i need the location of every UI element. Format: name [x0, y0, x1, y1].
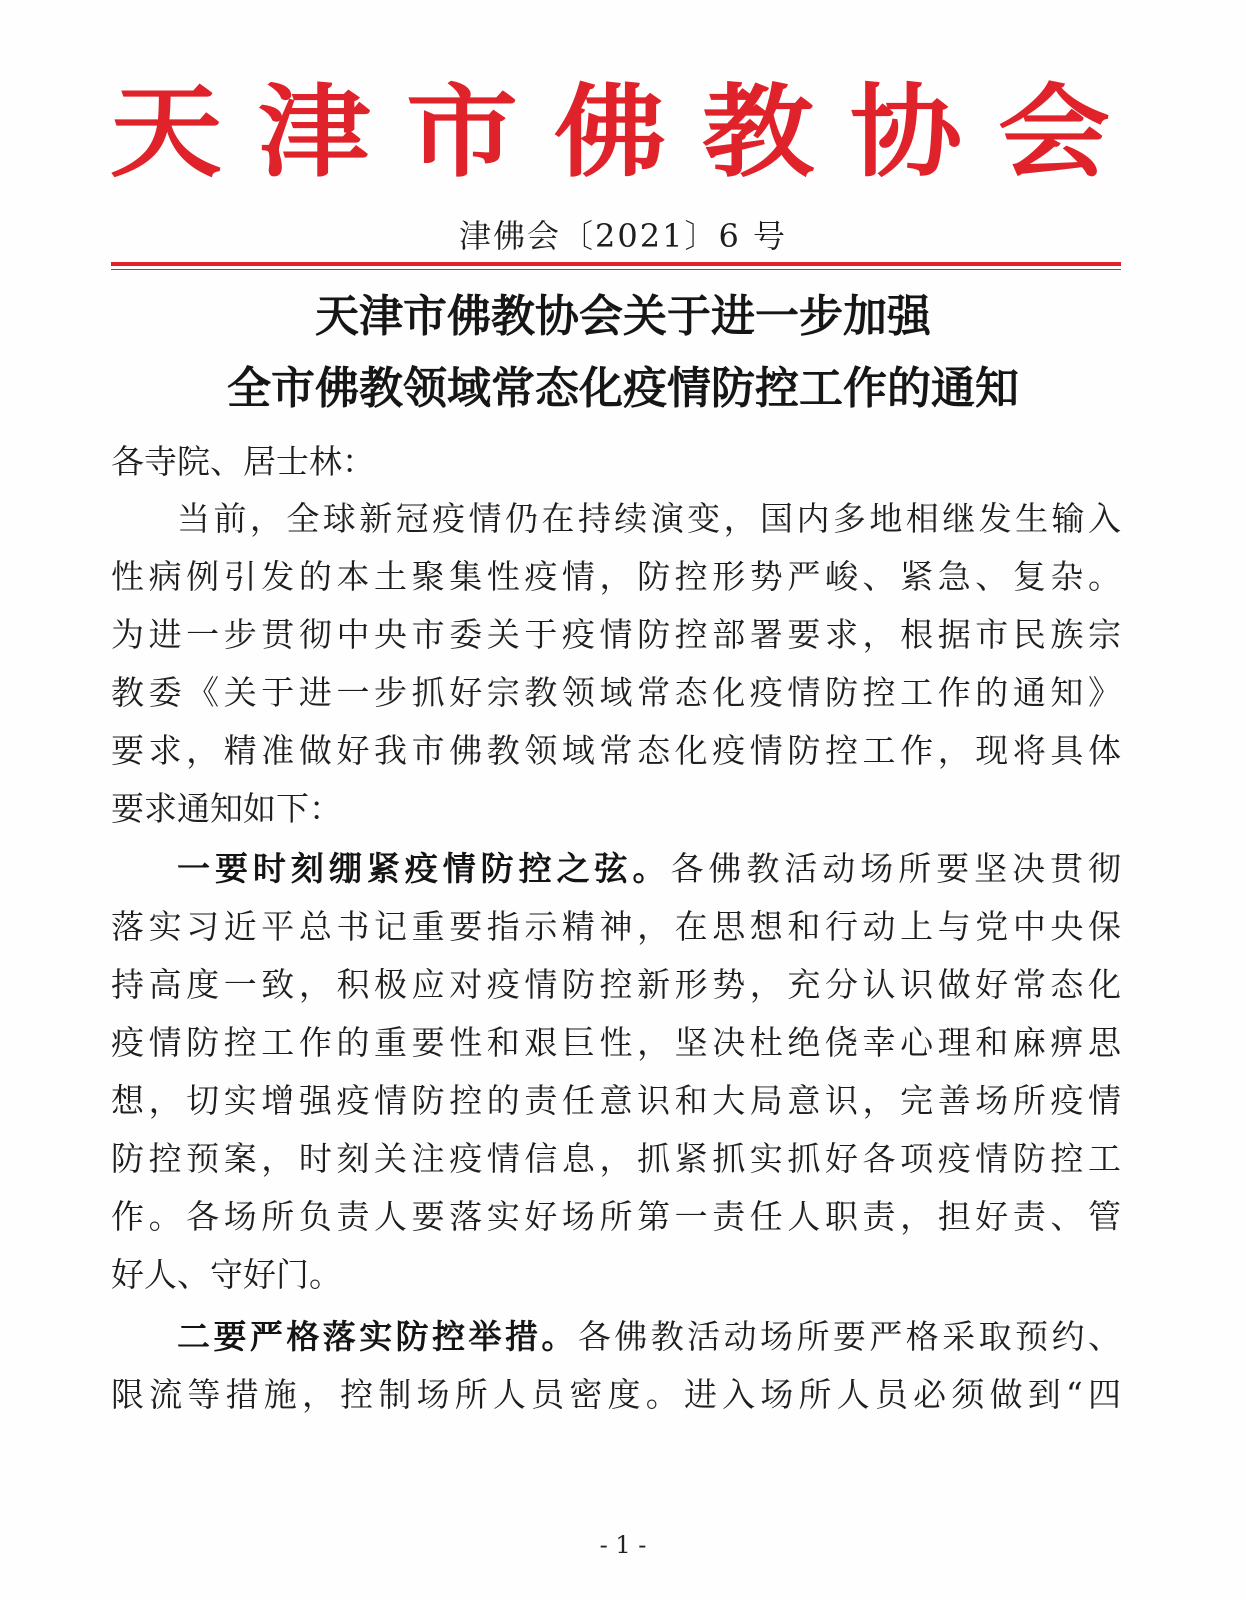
body-line: 防控预案，时刻关注疫情信息，抓紧抓实抓好各项疫情防控工: [111, 1139, 1121, 1178]
header-divider-thick: [111, 262, 1121, 266]
header-char: 协: [850, 74, 962, 192]
body-line: 想，切实增强疫情防控的责任意识和大局意识，完善场所疫情: [111, 1081, 1121, 1120]
body-line: 持高度一致，积极应对疫情防控新形势，充分认识做好常态化: [111, 965, 1121, 1004]
body-line: 当前，全球新冠疫情仍在持续演变，国内多地相继发生输入: [177, 499, 1121, 538]
header-char: 佛: [554, 74, 666, 192]
header-divider-thin: [111, 269, 1121, 270]
body-line: 要求，精准做好我市佛教领域常态化疫情防控工作，现将具体: [111, 731, 1121, 770]
header-char: 天: [110, 74, 222, 192]
body-line: 要求通知如下：: [111, 789, 342, 828]
section-2-first-text: 各佛教活动场所要严格采取预约、: [577, 1317, 1121, 1356]
document-number: 津佛会〔2021〕6 号: [459, 217, 787, 255]
header-char: 教: [702, 74, 814, 192]
organization-header: [100, 68, 1120, 198]
section-2-heading: 二要严格落实防控举措。: [177, 1317, 578, 1356]
salutation: 各寺院、居士林：: [111, 442, 375, 481]
document-title-line1: 天津市佛教协会关于进一步加强: [315, 291, 931, 342]
document-title-line2: 全市佛教领域常态化疫情防控工作的通知: [227, 363, 1019, 414]
header-char: 津: [258, 74, 370, 192]
page-number: - 1 -: [599, 1531, 647, 1559]
body-line: 疫情防控工作的重要性和艰巨性，坚决杜绝侥幸心理和麻痹思: [111, 1023, 1121, 1062]
section-1-first-text: 各佛教活动场所要坚决贯彻: [670, 849, 1121, 888]
body-line: 作。各场所负责人要落实好场所第一责任人职责，担好责、管: [111, 1197, 1121, 1236]
body-line: 教委《关于进一步抓好宗教领域常态化疫情防控工作的通知》: [111, 673, 1121, 712]
header-char: 市: [406, 74, 518, 192]
body-line: 好人、守好门。: [111, 1255, 342, 1294]
header-char: 会: [998, 74, 1110, 192]
section-2-first-line: [111, 1313, 1121, 1361]
body-line: 为进一步贯彻中央市委关于疫情防控部署要求，根据市民族宗: [111, 615, 1121, 654]
section-1-first-line: [111, 845, 1121, 893]
body-line: 限流等措施，控制场所人员密度。进入场所人员必须做到“四: [111, 1375, 1121, 1414]
body-line: 落实习近平总书记重要指示精神，在思想和行动上与党中央保: [111, 907, 1121, 946]
body-line: 性病例引发的本土聚集性疫情，防控形势严峻、紧急、复杂。: [111, 557, 1121, 596]
section-1-heading: 一要时刻绷紧疫情防控之弦。: [177, 849, 671, 888]
